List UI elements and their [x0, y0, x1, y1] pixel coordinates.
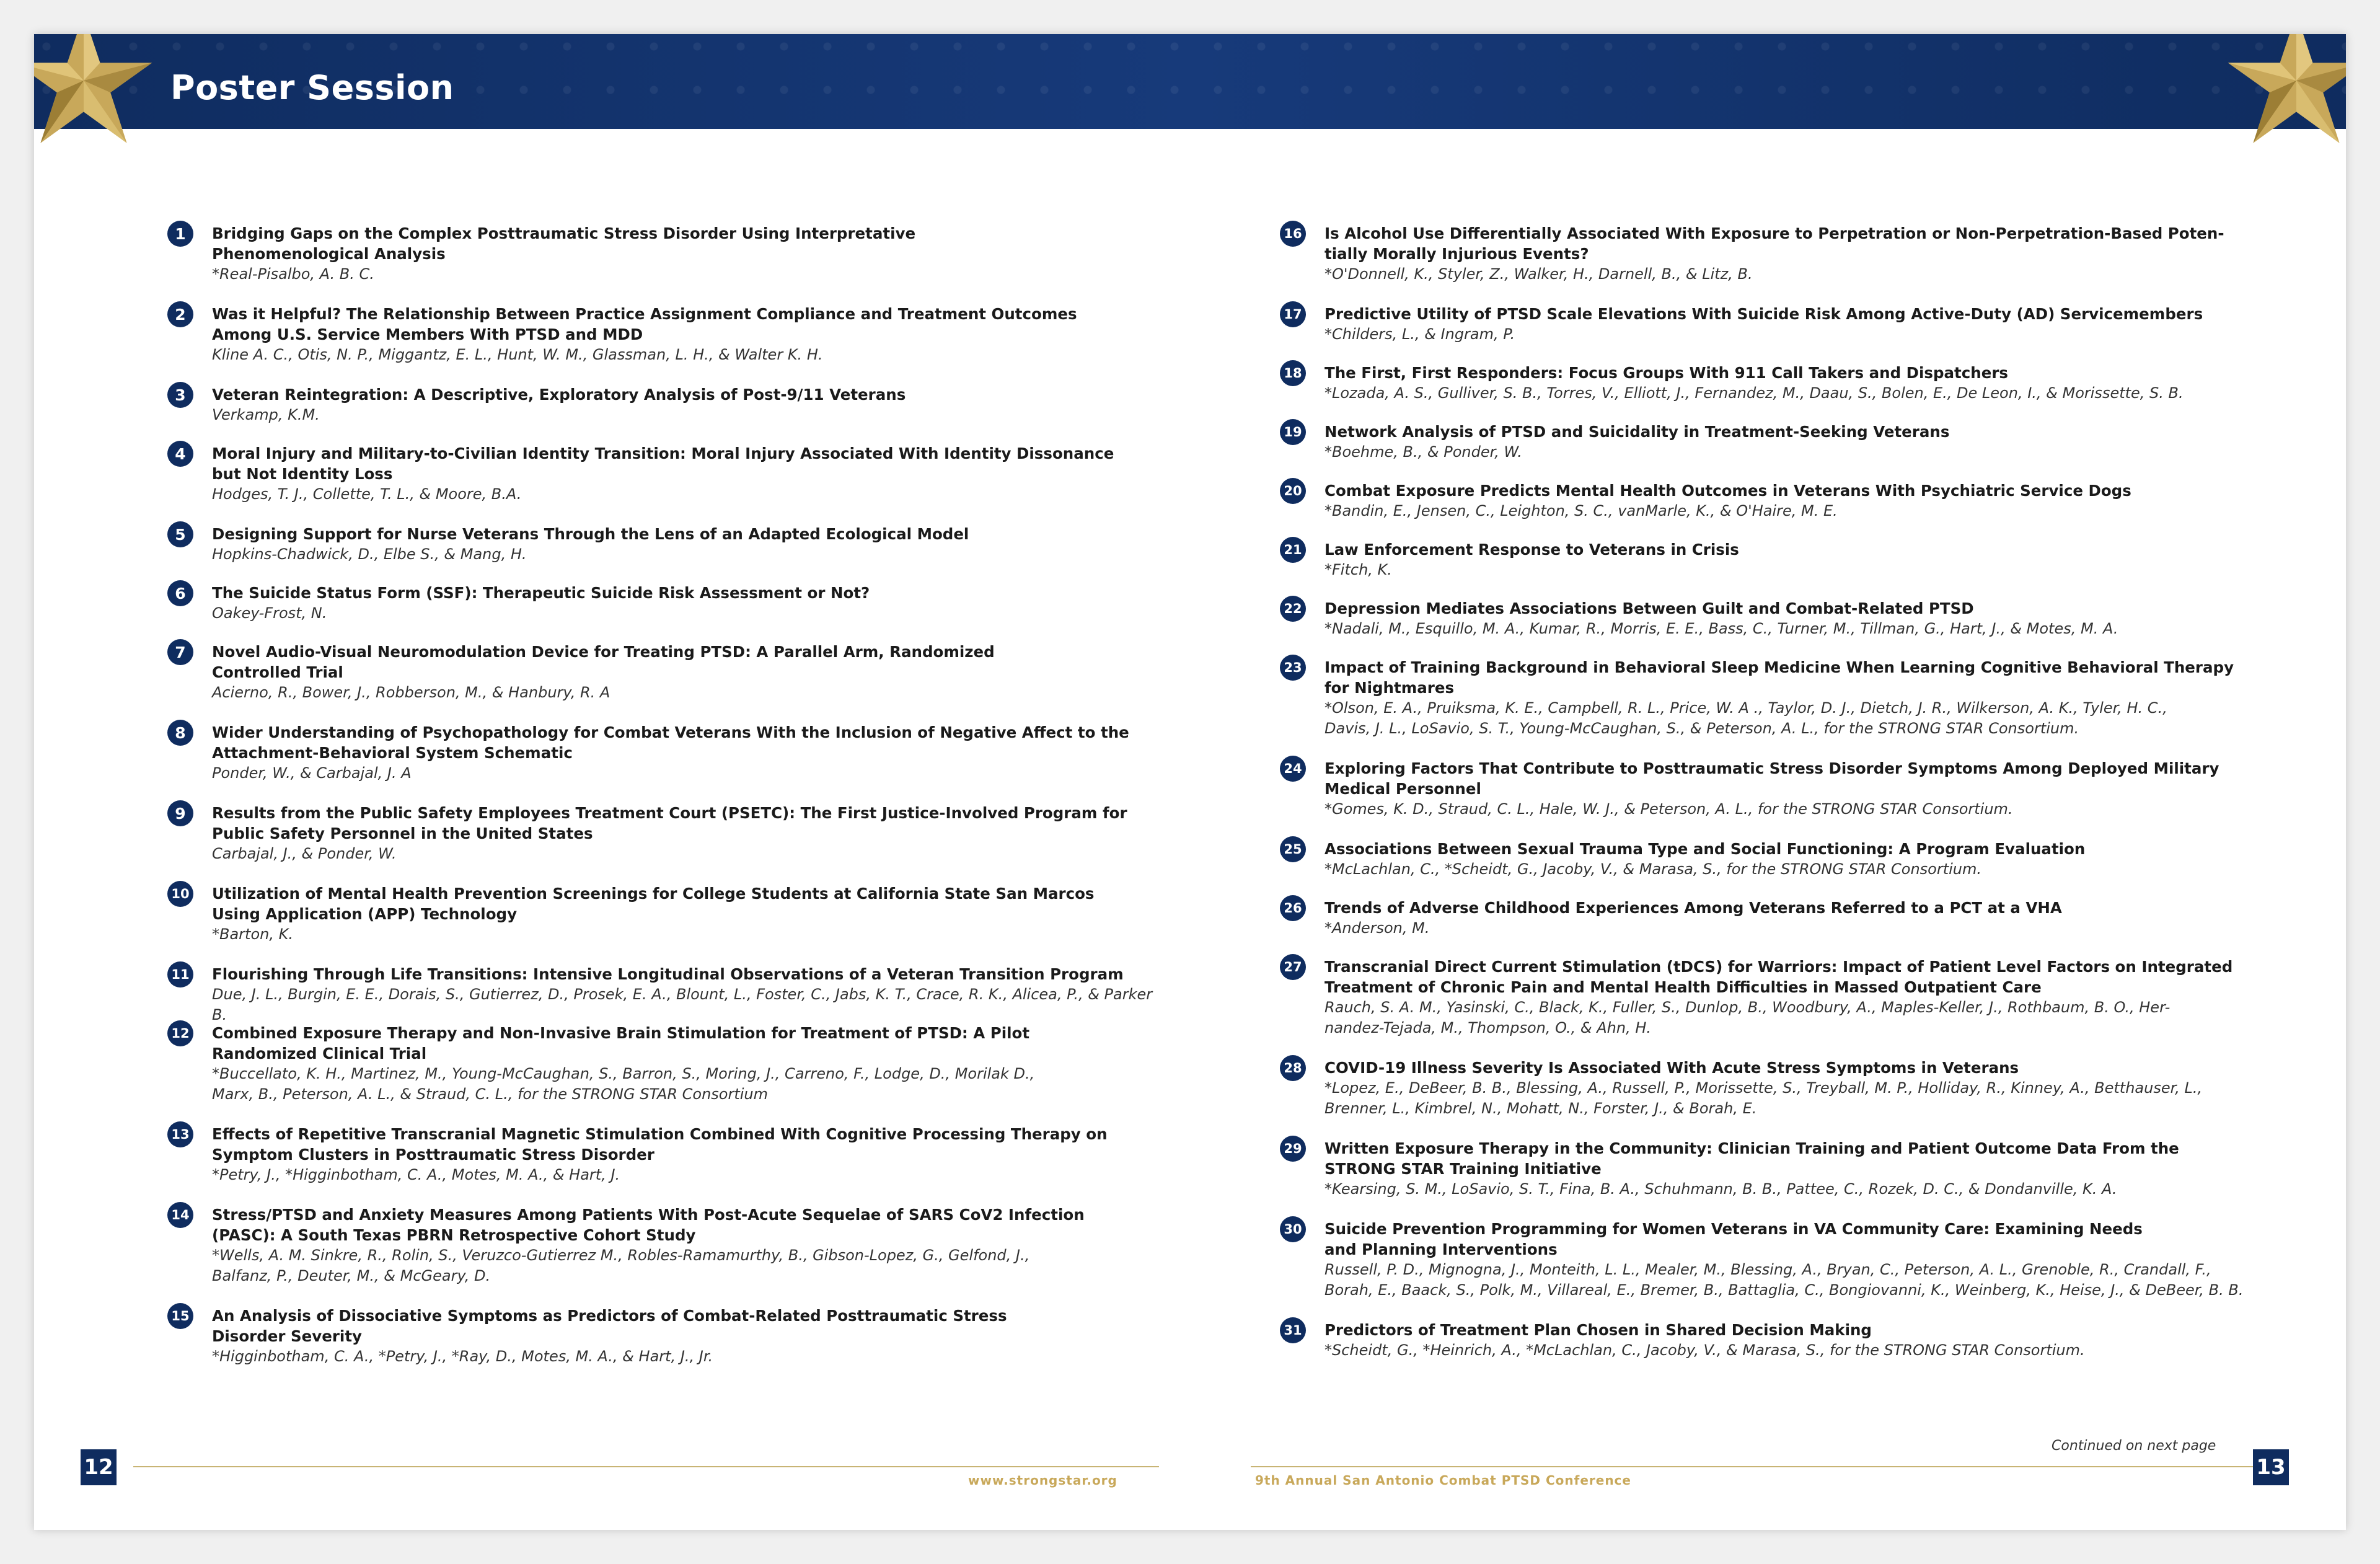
- footer-divider-right: [1251, 1466, 2278, 1467]
- poster-title: Stress/PTSD and Anxiety Measures Among Patients With Post-Acute Sequelae of SARS CoV2 Infection (PASC): A South Texas PBRN Retrospective Cohort Study: [212, 1206, 1085, 1244]
- poster-authors: *Barton, K.: [212, 926, 293, 943]
- poster-number-badge: 26: [1280, 895, 1306, 921]
- footer-website: www.strongstar.org: [968, 1473, 1117, 1488]
- poster-authors: *Gomes, K. D., Straud, C. L., Hale, W. J., & Peterson, A. L., for the STRONG STAR Consortium.: [1324, 800, 2013, 818]
- poster-text: [1324, 363, 2267, 404]
- poster-number-badge: 17: [1280, 301, 1306, 327]
- poster-number-badge: 10: [167, 881, 193, 907]
- poster-authors: *Petry, J., *Higginbotham, C. A., Motes, M. A., & Hart, J.: [212, 1166, 620, 1183]
- poster-number-badge: 30: [1280, 1216, 1306, 1242]
- poster-number-badge: 14: [167, 1202, 193, 1228]
- poster-text: [212, 304, 1154, 365]
- poster-number-badge: 6: [167, 580, 193, 606]
- poster-text: [212, 1124, 1154, 1185]
- poster-title: The First, First Responders: Focus Groups With 911 Call Takers and Dispatchers: [1324, 364, 2009, 382]
- poster-title: Was it Helpful? The Relationship Between Practice Assignment Compliance and Treatment Outcomes Among U.S. Service Members With PTSD and MDD: [212, 305, 1077, 343]
- footer-conference: 9th Annual San Antonio Combat PTSD Conference: [1255, 1473, 1631, 1488]
- poster-text: [1324, 1219, 2267, 1301]
- poster-text: [212, 722, 1154, 784]
- poster-authors: Due, J. L., Burgin, E. E., Dorais, S., Gutierrez, D., Prosek, E. A., Blount, L., Foster, C., Jabs, K. T., Crace, R. K., Alicea, P., & Parker B.: [212, 986, 1153, 1023]
- poster-title: Transcranial Direct Current Stimulation (tDCS) for Warriors: Impact of Patient Level Factors on Integrated Treatment of Chronic Pain and Mental Health Difficulties in Massed Outpatient Care: [1324, 958, 2233, 996]
- poster-text: [1324, 839, 2267, 880]
- continued-note: Continued on next page: [2052, 1438, 2216, 1454]
- poster-number-badge: 12: [167, 1020, 193, 1046]
- poster-text: [1324, 223, 2267, 285]
- page-number-right: 13: [2253, 1449, 2289, 1485]
- poster-text: [1324, 598, 2267, 639]
- poster-authors: Oakey-Frost, N.: [212, 604, 327, 622]
- poster-text: [212, 883, 1154, 945]
- poster-title: Combined Exposure Therapy and Non-Invasive Brain Stimulation for Treatment of PTSD: A Pilot Randomized Clinical Trial: [212, 1024, 1030, 1063]
- poster-number-badge: 13: [167, 1121, 193, 1147]
- poster-title: Moral Injury and Military-to-Civilian Identity Transition: Moral Injury Associated With Identity Dissonance but Not Identity Loss: [212, 444, 1114, 483]
- page-number-left: 12: [81, 1449, 117, 1485]
- poster-title: Utilization of Mental Health Prevention Screenings for College Students at California State San Marcos Using Application (APP) Technology: [212, 885, 1095, 923]
- poster-text: [1324, 1058, 2267, 1119]
- poster-text: [1324, 957, 2267, 1038]
- poster-title: Impact of Training Background in Behavioral Sleep Medicine When Learning Cognitive Behavioral Therapy for Nightmares: [1324, 658, 2234, 697]
- poster-authors: *Olson, E. A., Pruiksma, K. E., Campbell, R. L., Price, W. A ., Taylor, D. J., Dietch, J. R., Wilkerson, A. K., Tyler, H. C., Davis, J. L., LoSavio, S. T., Young-McCaughan, S., & Peterson, A. L., for the STRONG STAR Consortium.: [1324, 699, 2167, 737]
- poster-title: Exploring Factors That Contribute to Posttraumatic Stress Disorder Symptoms Among Deployed Military Medical Personnel: [1324, 759, 2219, 798]
- poster-number-badge: 24: [1280, 756, 1306, 782]
- poster-title: Suicide Prevention Programming for Women Veterans in VA Community Care: Examining Needs and Planning Interventions: [1324, 1220, 2143, 1258]
- poster-authors: Hopkins-Chadwick, D., Elbe S., & Mang, H.: [212, 546, 527, 563]
- poster-authors: *Childers, L., & Ingram, P.: [1324, 325, 1515, 343]
- poster-text: [212, 964, 1154, 1025]
- poster-number-badge: 7: [167, 639, 193, 665]
- poster-number-badge: 21: [1280, 537, 1306, 563]
- poster-title: Bridging Gaps on the Complex Posttraumatic Stress Disorder Using Interpretative Phenomenological Analysis: [212, 224, 916, 263]
- poster-number-badge: 4: [167, 441, 193, 467]
- poster-authors: *Wells, A. M. Sinkre, R., Rolin, S., Veruzco-Gutierrez M., Robles-Ramamurthy, B., Gibson-Lopez, G., Gelfond, J., Balfanz, P., Deuter, M., & McGeary, D.: [212, 1247, 1030, 1284]
- poster-authors: Hodges, T. J., Collette, T. L., & Moore, B.A.: [212, 485, 522, 503]
- poster-text: [212, 443, 1154, 505]
- poster-number-badge: 9: [167, 800, 193, 826]
- poster-text: [1324, 1320, 2267, 1361]
- poster-authors: *Real-Pisalbo, A. B. C.: [212, 265, 374, 283]
- poster-number-badge: 27: [1280, 954, 1306, 980]
- poster-text: [212, 803, 1154, 864]
- poster-title: Wider Understanding of Psychopathology for Combat Veterans With the Inclusion of Negative Affect to the Attachment-Behavioral System Schematic: [212, 723, 1129, 762]
- poster-number-badge: 29: [1280, 1136, 1306, 1162]
- poster-number-badge: 2: [167, 301, 193, 327]
- poster-text: [212, 223, 1154, 285]
- poster-text: [1324, 898, 2267, 939]
- poster-authors: Acierno, R., Bower, J., Robberson, M., & Hanbury, R. A: [212, 684, 610, 701]
- poster-title: Predictive Utility of PTSD Scale Elevations With Suicide Risk Among Active-Duty (AD) Servicemembers: [1324, 305, 2203, 323]
- poster-title: Depression Mediates Associations Between Guilt and Combat-Related PTSD: [1324, 599, 1974, 617]
- poster-authors: *Lozada, A. S., Gulliver, S. B., Torres, V., Elliott, J., Fernandez, M., Daau, S., Bolen, E., De Leon, I., & Morissette, S. B.: [1324, 384, 2184, 402]
- poster-title: Associations Between Sexual Trauma Type and Social Functioning: A Program Evaluation: [1324, 840, 2086, 858]
- poster-title: Law Enforcement Response to Veterans in Crisis: [1324, 541, 1739, 559]
- poster-number-badge: 5: [167, 521, 193, 547]
- poster-number-badge: 15: [167, 1303, 193, 1329]
- poster-number-badge: 19: [1280, 419, 1306, 445]
- page-spread: [34, 34, 2346, 1530]
- poster-title: Novel Audio-Visual Neuromodulation Device for Treating PTSD: A Parallel Arm, Randomized Controlled Trial: [212, 643, 995, 681]
- poster-authors: *Nadali, M., Esquillo, M. A., Kumar, R., Morris, E. E., Bass, C., Turner, M., Tillman, G., Hart, J., & Motes, M. A.: [1324, 620, 2118, 637]
- poster-title: Veteran Reintegration: A Descriptive, Exploratory Analysis of Post-9/11 Veterans: [212, 386, 906, 404]
- poster-text: [212, 1204, 1154, 1286]
- poster-text: [212, 1306, 1154, 1367]
- poster-number-badge: 1: [167, 221, 193, 247]
- page-title: Poster Session: [170, 68, 454, 107]
- poster-title: Results from the Public Safety Employees Treatment Court (PSETC): The First Justice-Involved Program for Public Safety Personnel in the United States: [212, 804, 1127, 842]
- poster-number-badge: 20: [1280, 478, 1306, 504]
- poster-text: [212, 524, 1154, 565]
- poster-number-badge: 28: [1280, 1055, 1306, 1081]
- poster-title: Is Alcohol Use Differentially Associated With Exposure to Perpetration or Non-Perpetration-Based Poten- tially Morally Injurious Events?: [1324, 224, 2224, 263]
- poster-title: Predictors of Treatment Plan Chosen in Shared Decision Making: [1324, 1321, 1872, 1339]
- poster-title: Trends of Adverse Childhood Experiences Among Veterans Referred to a PCT at a VHA: [1324, 899, 2062, 917]
- poster-title: Written Exposure Therapy in the Community: Clinician Training and Patient Outcome Data From the STRONG STAR Training Initiative: [1324, 1139, 2179, 1178]
- poster-authors: Russell, P. D., Mignogna, J., Monteith, L. L., Mealer, M., Blessing, A., Bryan, C., Peterson, A. L., Grenoble, R., Crandall, F., Borah, E., Baack, S., Polk, M., Villareal, E., Bremer, B., Battaglia, C., Bongiovanni, K., Weinberg, K., Heise, J., & DeBeer, B. B.: [1324, 1261, 2244, 1299]
- poster-authors: Verkamp, K.M.: [212, 406, 320, 423]
- poster-authors: *Buccellato, K. H., Martinez, M., Young-McCaughan, S., Barron, S., Moring, J., Carreno, F., Lodge, D., Morilak D., Marx, B., Peterson, A. L., & Straud, C. L., for the STRONG STAR Consortium: [212, 1065, 1035, 1103]
- poster-authors: *O'Donnell, K., Styler, Z., Walker, H., Darnell, B., & Litz, B.: [1324, 265, 1753, 283]
- poster-text: [1324, 422, 2267, 462]
- poster-text: [1324, 480, 2267, 521]
- poster-number-badge: 11: [167, 961, 193, 987]
- poster-number-badge: 3: [167, 382, 193, 408]
- header-banner: [34, 34, 2346, 129]
- poster-authors: *Higginbotham, C. A., *Petry, J., *Ray, D., Motes, M. A., & Hart, J., Jr.: [212, 1348, 713, 1365]
- poster-authors: *McLachlan, C., *Scheidt, G., Jacoby, V., & Marasa, S., for the STRONG STAR Consortium.: [1324, 860, 1982, 878]
- poster-number-badge: 16: [1280, 221, 1306, 247]
- poster-text: [212, 583, 1154, 624]
- poster-title: The Suicide Status Form (SSF): Therapeutic Suicide Risk Assessment or Not?: [212, 584, 870, 602]
- poster-authors: *Kearsing, S. M., LoSavio, S. T., Fina, B. A., Schuhmann, B. B., Pattee, C., Rozek, D. C., & Dondanville, K. A.: [1324, 1180, 2117, 1198]
- poster-number-badge: 22: [1280, 596, 1306, 622]
- poster-title: An Analysis of Dissociative Symptoms as Predictors of Combat-Related Posttraumatic Stress Disorder Severity: [212, 1307, 1007, 1345]
- poster-number-badge: 18: [1280, 360, 1306, 386]
- poster-authors: Kline A. C., Otis, N. P., Miggantz, E. L., Hunt, W. M., Glassman, L. H., & Walter K. H.: [212, 346, 823, 363]
- poster-authors: *Lopez, E., DeBeer, B. B., Blessing, A., Russell, P., Morissette, S., Treyball, M. P., Holliday, R., Kinney, A., Betthauser, L., Brenner, L., Kimbrel, N., Mohatt, N., Forster, J., & Borah, E.: [1324, 1079, 2203, 1117]
- poster-number-badge: 8: [167, 720, 193, 746]
- gold-star-icon: [2222, 34, 2346, 155]
- poster-text: [1324, 1138, 2267, 1200]
- poster-text: [1324, 304, 2267, 345]
- poster-text: [1324, 539, 2267, 580]
- poster-authors: *Bandin, E., Jensen, C., Leighton, S. C., vanMarle, K., & O'Haire, M. E.: [1324, 502, 1838, 519]
- poster-title: COVID-19 Illness Severity Is Associated With Acute Stress Symptoms in Veterans: [1324, 1059, 2019, 1077]
- poster-authors: Ponder, W., & Carbajal, J. A: [212, 764, 412, 782]
- poster-title: Flourishing Through Life Transitions: Intensive Longitudinal Observations of a Veteran Transition Program: [212, 965, 1124, 983]
- poster-text: [212, 1023, 1154, 1105]
- poster-authors: *Scheidt, G., *Heinrich, A., *McLachlan, C., Jacoby, V., & Marasa, S., for the STRONG STAR Consortium.: [1324, 1341, 2085, 1359]
- poster-authors: *Boehme, B., & Ponder, W.: [1324, 443, 1522, 461]
- footer-divider-left: [133, 1466, 1159, 1467]
- poster-title: Combat Exposure Predicts Mental Health Outcomes in Veterans With Psychiatric Service Dogs: [1324, 482, 2131, 500]
- poster-text: [212, 384, 1154, 425]
- poster-title: Network Analysis of PTSD and Suicidality in Treatment-Seeking Veterans: [1324, 423, 1950, 441]
- poster-authors: Rauch, S. A. M., Yasinski, C., Black, K., Fuller, S., Dunlop, B., Woodbury, A., Maples-Keller, J., Rothbaum, B. O., Her- nandez-Tejada, M., Thompson, O., & Ahn, H.: [1324, 999, 2171, 1036]
- poster-authors: *Anderson, M.: [1324, 919, 1430, 937]
- gold-star-icon: [34, 34, 158, 155]
- poster-number-badge: 23: [1280, 655, 1306, 681]
- poster-number-badge: 31: [1280, 1317, 1306, 1343]
- poster-title: Designing Support for Nurse Veterans Through the Lens of an Adapted Ecological Model: [212, 525, 969, 543]
- poster-text: [1324, 657, 2267, 739]
- poster-number-badge: 25: [1280, 836, 1306, 862]
- poster-authors: *Fitch, K.: [1324, 561, 1392, 578]
- poster-text: [1324, 758, 2267, 820]
- poster-title: Effects of Repetitive Transcranial Magnetic Stimulation Combined With Cognitive Processing Therapy on Symptom Clusters in Posttraumatic Stress Disorder: [212, 1125, 1108, 1164]
- poster-authors: Carbajal, J., & Ponder, W.: [212, 845, 397, 862]
- poster-text: [212, 642, 1154, 703]
